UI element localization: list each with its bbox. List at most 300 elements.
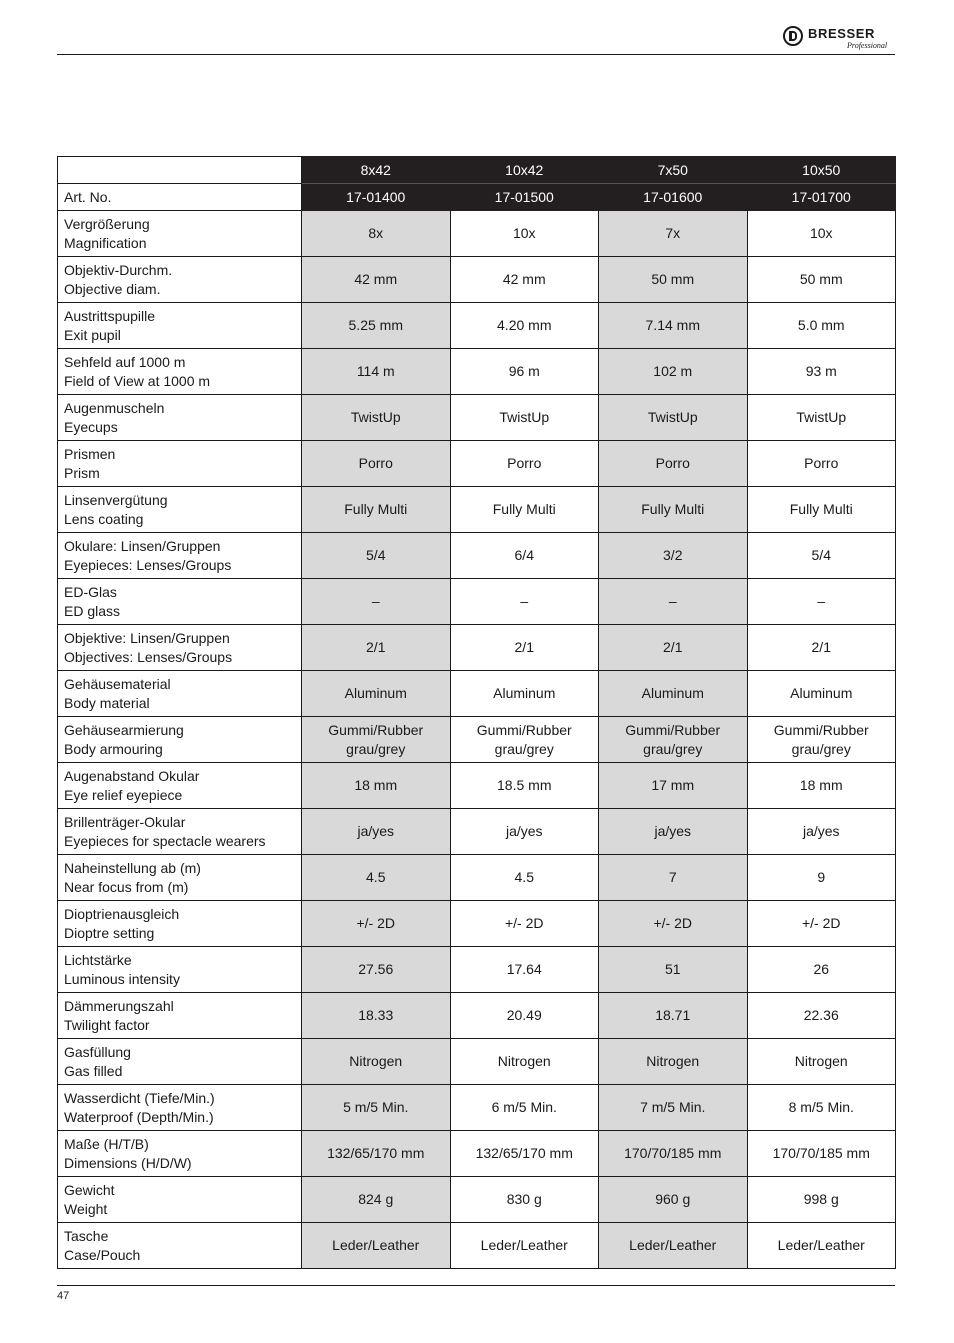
spec-value-text: 27.56: [358, 961, 394, 978]
spec-label-cell: [58, 487, 302, 533]
spec-label-en: Weight: [64, 1200, 108, 1217]
spec-value-cell: [450, 993, 599, 1039]
spec-value-text: +/- 2D: [653, 915, 692, 932]
spec-value-cell: [450, 395, 599, 441]
spec-value-text: ja/yes: [802, 823, 840, 840]
spec-value-text: Fully Multi: [492, 501, 556, 518]
spec-label-cell: [58, 1131, 302, 1177]
spec-label-de: Gehäusematerial: [64, 676, 171, 692]
spec-label-cell: [58, 257, 302, 303]
spec-value-cell: [599, 1039, 748, 1085]
spec-label-de: Prismen: [64, 446, 116, 462]
spec-value-cell: [302, 487, 451, 533]
spec-value-cell: [747, 395, 896, 441]
spec-label-cell: [58, 901, 302, 947]
spec-value-text: Fully Multi: [641, 501, 705, 518]
spec-label-cell: [58, 763, 302, 809]
spec-value-cell: [747, 809, 896, 855]
spec-value-text: 93 m: [805, 363, 837, 380]
spec-value-text: 4.5: [514, 869, 534, 886]
spec-value-cell: [599, 671, 748, 717]
spec-value-cell: [450, 671, 599, 717]
spec-value-cell: [302, 763, 451, 809]
spec-value-text: 132/65/170 mm: [327, 1145, 425, 1162]
spec-value-text: grau/grey: [791, 740, 851, 757]
spec-value-text: Nitrogen: [497, 1053, 551, 1070]
spec-value-text: Leder/Leather: [332, 1237, 420, 1254]
spec-value-cell: [302, 1085, 451, 1131]
spec-value-cell: [747, 579, 896, 625]
spec-value-cell: [599, 211, 748, 257]
spec-row: [58, 441, 896, 487]
spec-value-text: TwistUp: [796, 409, 847, 426]
header-corner-cell: [58, 157, 302, 184]
spec-value-text: Aluminum: [641, 685, 704, 702]
spec-value-text: TwistUp: [499, 409, 550, 426]
spec-value-cell: [599, 1085, 748, 1131]
spec-value-cell: [450, 901, 599, 947]
spec-value-cell: [747, 441, 896, 487]
spec-row: [58, 303, 896, 349]
spec-value-text: Gummi/Rubber: [773, 722, 869, 738]
spec-value-cell: [450, 211, 599, 257]
spec-row: [58, 809, 896, 855]
spec-value-cell: [747, 1039, 896, 1085]
spec-value-cell: [599, 947, 748, 993]
spec-value-text: 18.33: [358, 1007, 394, 1024]
spec-label-en: Twilight factor: [64, 1016, 150, 1033]
spec-label-de: Dioptrienausgleich: [64, 906, 180, 922]
spec-value-cell: [747, 1085, 896, 1131]
spec-label-de: Objektiv-Durchm.: [64, 262, 173, 278]
spec-label-cell: [58, 947, 302, 993]
spec-value-cell: [599, 579, 748, 625]
spec-value-text: 20.49: [506, 1007, 542, 1024]
spec-value-text: 2/1: [514, 639, 534, 656]
spec-label-en: Magnification: [64, 234, 147, 251]
spec-value-text: Aluminum: [790, 685, 853, 702]
spec-value-text: 960 g: [655, 1191, 691, 1208]
spec-value-text: 18.71: [655, 1007, 691, 1024]
spec-label-cell: [58, 1039, 302, 1085]
spec-label-cell: [58, 1177, 302, 1223]
spec-label-cell: [58, 717, 302, 763]
spec-value-text: 8 m/5 Min.: [788, 1099, 854, 1116]
artno-row: [58, 184, 896, 211]
spec-value-text: Gummi/Rubber: [476, 722, 572, 738]
spec-row: [58, 901, 896, 947]
spec-label-de: Brillenträger-Okular: [64, 814, 186, 830]
spec-value-text: 50 mm: [651, 271, 695, 288]
spec-value-cell: [747, 855, 896, 901]
spec-value-cell: [747, 993, 896, 1039]
spec-label-de: ED-Glas: [64, 584, 117, 600]
artno-cell: 17-01400: [302, 184, 451, 211]
spec-value-text: Fully Multi: [789, 501, 853, 518]
spec-value-cell: [747, 1177, 896, 1223]
spec-value-text: ja/yes: [357, 823, 395, 840]
spec-value-text: –: [371, 593, 380, 610]
spec-label-de: Gasfüllung: [64, 1044, 131, 1060]
spec-value-text: –: [817, 593, 826, 610]
spec-value-text: 7.14 mm: [645, 317, 700, 334]
spec-value-cell: [599, 349, 748, 395]
spec-value-cell: [599, 303, 748, 349]
spec-value-cell: [599, 441, 748, 487]
spec-value-text: 2/1: [663, 639, 683, 656]
spec-value-cell: [599, 717, 748, 763]
spec-value-text: Fully Multi: [344, 501, 408, 518]
spec-row: [58, 1039, 896, 1085]
spec-row: [58, 717, 896, 763]
spec-row: [58, 1131, 896, 1177]
spec-value-cell: [747, 257, 896, 303]
spec-value-text: 824 g: [358, 1191, 394, 1208]
spec-value-cell: [450, 257, 599, 303]
spec-value-text: –: [520, 593, 529, 610]
spec-row: [58, 487, 896, 533]
spec-label-en: Near focus from (m): [64, 878, 189, 895]
spec-value-text: 5 m/5 Min.: [343, 1099, 409, 1116]
spec-value-cell: [450, 441, 599, 487]
spec-value-cell: [302, 993, 451, 1039]
spec-row: [58, 993, 896, 1039]
spec-value-text: Leder/Leather: [777, 1237, 865, 1254]
spec-value-cell: [302, 901, 451, 947]
spec-value-cell: [450, 1131, 599, 1177]
spec-label-en: ED glass: [64, 602, 121, 619]
spec-table: [57, 156, 896, 1269]
spec-value-cell: [302, 1039, 451, 1085]
spec-label-en: Objective diam.: [64, 280, 161, 297]
model-header-cell: 8x42: [302, 157, 451, 184]
spec-label-cell: [58, 395, 302, 441]
spec-label-de: Augenabstand Okular: [64, 768, 200, 784]
spec-value-cell: [599, 1223, 748, 1269]
spec-label-en: Exit pupil: [64, 326, 121, 343]
spec-value-text: 42 mm: [502, 271, 546, 288]
spec-label-de: Maße (H/T/B): [64, 1136, 149, 1152]
spec-value-cell: [302, 625, 451, 671]
spec-value-cell: [450, 809, 599, 855]
spec-value-cell: [747, 947, 896, 993]
spec-value-cell: [450, 1223, 599, 1269]
spec-label-en: Gas filled: [64, 1062, 123, 1079]
header-divider: [57, 54, 895, 55]
spec-value-cell: [302, 717, 451, 763]
spec-row: [58, 763, 896, 809]
spec-value-text: 17.64: [506, 961, 542, 978]
spec-value-cell: [302, 303, 451, 349]
artno-cell: 17-01600: [599, 184, 748, 211]
spec-value-cell: [747, 671, 896, 717]
spec-label-en: Eyepieces: Lenses/Groups: [64, 556, 232, 573]
spec-row: [58, 349, 896, 395]
spec-value-text: 5/4: [366, 547, 386, 564]
spec-value-cell: [599, 993, 748, 1039]
spec-value-text: Porro: [358, 455, 393, 472]
spec-value-cell: [599, 809, 748, 855]
artno-label: Art. No.: [58, 184, 302, 211]
model-header-cell: 7x50: [599, 157, 748, 184]
page-number: 47: [57, 1290, 70, 1302]
spec-value-text: ja/yes: [505, 823, 543, 840]
spec-value-cell: [599, 533, 748, 579]
spec-value-cell: [599, 257, 748, 303]
spec-value-cell: [747, 487, 896, 533]
spec-label-en: Case/Pouch: [64, 1246, 141, 1263]
spec-value-text: 132/65/170 mm: [475, 1145, 573, 1162]
spec-value-text: 7 m/5 Min.: [640, 1099, 706, 1116]
spec-label-de: Gewicht: [64, 1182, 115, 1198]
spec-value-cell: [599, 1131, 748, 1177]
spec-value-text: 10x: [809, 225, 833, 242]
spec-value-cell: [599, 901, 748, 947]
spec-label-de: Objektive: Linsen/Gruppen: [64, 630, 230, 646]
spec-label-cell: [58, 211, 302, 257]
spec-value-text: Porro: [804, 455, 839, 472]
spec-value-text: 170/70/185 mm: [624, 1145, 722, 1162]
spec-label-en: Waterproof (Depth/Min.): [64, 1108, 214, 1125]
spec-label-en: Eyepieces for spectacle wearers: [64, 832, 266, 849]
spec-label-cell: [58, 349, 302, 395]
spec-row: [58, 855, 896, 901]
spec-label-de: Augenmuscheln: [64, 400, 165, 416]
spec-value-cell: [450, 763, 599, 809]
spec-label-cell: [58, 855, 302, 901]
spec-row: [58, 533, 896, 579]
spec-value-cell: [302, 579, 451, 625]
spec-label-de: Tasche: [64, 1228, 109, 1244]
spec-value-cell: [747, 533, 896, 579]
spec-row: [58, 1177, 896, 1223]
spec-label-en: Dimensions (H/D/W): [64, 1154, 192, 1171]
spec-value-text: 8x: [368, 225, 384, 242]
spec-value-cell: [450, 303, 599, 349]
spec-label-en: Prism: [64, 464, 100, 481]
spec-value-text: 18 mm: [799, 777, 843, 794]
spec-row: [58, 1223, 896, 1269]
spec-value-text: 114 m: [356, 363, 395, 380]
spec-value-text: Gummi/Rubber: [328, 722, 424, 738]
spec-value-cell: [450, 349, 599, 395]
spec-value-text: 102 m: [653, 363, 693, 380]
spec-label-cell: [58, 1085, 302, 1131]
spec-value-text: 42 mm: [354, 271, 398, 288]
spec-value-cell: [747, 303, 896, 349]
spec-value-text: 17 mm: [651, 777, 695, 794]
spec-label-de: Okulare: Linsen/Gruppen: [64, 538, 221, 554]
spec-value-cell: [450, 1085, 599, 1131]
logo-mark-icon: [783, 26, 803, 46]
spec-value-cell: [599, 395, 748, 441]
spec-value-text: 50 mm: [799, 271, 843, 288]
spec-label-cell: [58, 303, 302, 349]
spec-value-text: 18.5 mm: [497, 777, 552, 794]
spec-value-text: grau/grey: [346, 740, 406, 757]
spec-value-cell: [450, 947, 599, 993]
spec-value-text: Leder/Leather: [480, 1237, 568, 1254]
spec-value-cell: [302, 1131, 451, 1177]
spec-value-cell: [450, 717, 599, 763]
spec-row: [58, 1085, 896, 1131]
spec-value-text: 26: [813, 961, 830, 978]
spec-value-cell: [302, 349, 451, 395]
spec-value-cell: [302, 809, 451, 855]
spec-value-text: 2/1: [811, 639, 831, 656]
artno-cell: 17-01500: [450, 184, 599, 211]
spec-value-cell: [599, 625, 748, 671]
spec-value-cell: [450, 1039, 599, 1085]
spec-value-text: 3/2: [663, 547, 683, 564]
spec-row: [58, 257, 896, 303]
spec-value-cell: [302, 441, 451, 487]
spec-value-cell: [599, 487, 748, 533]
spec-label-en: Field of View at 1000 m: [64, 372, 211, 389]
model-header-cell: 10x50: [747, 157, 896, 184]
spec-value-cell: [747, 625, 896, 671]
spec-value-text: TwistUp: [350, 409, 401, 426]
spec-value-text: 6 m/5 Min.: [491, 1099, 557, 1116]
spec-label-de: Austrittspupille: [64, 308, 156, 324]
spec-value-text: Aluminum: [493, 685, 556, 702]
spec-label-de: Dämmerungszahl: [64, 998, 174, 1014]
spec-value-text: 18 mm: [354, 777, 398, 794]
spec-value-text: –: [668, 593, 677, 610]
spec-value-text: Nitrogen: [794, 1053, 848, 1070]
spec-label-cell: [58, 441, 302, 487]
spec-value-text: 830 g: [506, 1191, 542, 1208]
spec-value-text: grau/grey: [494, 740, 554, 757]
spec-label-cell: [58, 625, 302, 671]
spec-value-text: 5/4: [811, 547, 831, 564]
spec-value-text: grau/grey: [643, 740, 703, 757]
spec-value-cell: [302, 257, 451, 303]
spec-value-text: 5.0 mm: [797, 317, 845, 334]
spec-value-text: ja/yes: [654, 823, 692, 840]
spec-value-cell: [450, 579, 599, 625]
spec-label-de: Sehfeld auf 1000 m: [64, 354, 186, 370]
spec-label-en: Body armouring: [64, 740, 163, 757]
spec-value-cell: [450, 625, 599, 671]
spec-value-text: Gummi/Rubber: [625, 722, 721, 738]
spec-row: [58, 671, 896, 717]
spec-label-en: Objectives: Lenses/Groups: [64, 648, 233, 665]
logo-brand-text: BRESSER: [808, 26, 876, 41]
spec-value-cell: [747, 763, 896, 809]
spec-value-text: Porro: [655, 455, 690, 472]
spec-value-cell: [302, 1223, 451, 1269]
artno-cell: 17-01700: [747, 184, 896, 211]
spec-value-cell: [302, 533, 451, 579]
spec-value-text: +/- 2D: [356, 915, 395, 932]
spec-label-de: Wasserdicht (Tiefe/Min.): [64, 1090, 215, 1106]
spec-value-cell: [747, 901, 896, 947]
spec-value-cell: [599, 855, 748, 901]
spec-value-text: Nitrogen: [349, 1053, 403, 1070]
spec-label-cell: [58, 1223, 302, 1269]
spec-value-text: 2/1: [366, 639, 386, 656]
spec-value-text: 10x: [512, 225, 536, 242]
spec-label-de: Linsenvergütung: [64, 492, 168, 508]
spec-value-cell: [747, 1223, 896, 1269]
spec-value-text: 9: [817, 869, 826, 886]
spec-value-text: +/- 2D: [801, 915, 841, 932]
spec-label-cell: [58, 579, 302, 625]
spec-label-cell: [58, 671, 302, 717]
spec-label-en: Dioptre setting: [64, 924, 155, 941]
spec-value-cell: [302, 395, 451, 441]
spec-label-en: Eye relief eyepiece: [64, 786, 183, 803]
spec-value-text: Leder/Leather: [629, 1237, 717, 1254]
spec-row: [58, 211, 896, 257]
spec-value-text: 5.25 mm: [348, 317, 403, 334]
spec-value-text: 51: [664, 961, 681, 978]
spec-label-en: Luminous intensity: [64, 970, 180, 987]
spec-value-text: 998 g: [803, 1191, 839, 1208]
spec-label-de: Lichtstärke: [64, 952, 132, 968]
spec-row: [58, 395, 896, 441]
spec-value-text: 7x: [665, 225, 681, 242]
spec-value-text: 96 m: [508, 363, 540, 380]
spec-value-text: 4.20 mm: [497, 317, 552, 334]
spec-value-text: +/- 2D: [504, 915, 544, 932]
spec-label-en: Lens coating: [64, 510, 144, 527]
spec-row: [58, 947, 896, 993]
model-header-row: [58, 157, 896, 184]
spec-value-cell: [747, 349, 896, 395]
spec-value-cell: [747, 717, 896, 763]
spec-value-cell: [599, 763, 748, 809]
spec-value-text: 7: [668, 869, 677, 886]
spec-value-text: 22.36: [803, 1007, 839, 1024]
spec-value-cell: [302, 855, 451, 901]
spec-label-cell: [58, 993, 302, 1039]
footer-divider: [57, 1285, 895, 1286]
spec-value-cell: [302, 671, 451, 717]
logo-sub-text: Professional: [847, 41, 888, 50]
spec-label-de: Vergrößerung: [64, 216, 150, 232]
spec-value-text: Aluminum: [344, 685, 407, 702]
spec-label-en: Eyecups: [64, 418, 118, 435]
spec-value-text: Nitrogen: [646, 1053, 700, 1070]
spec-value-cell: [450, 533, 599, 579]
spec-value-cell: [450, 1177, 599, 1223]
spec-value-cell: [450, 487, 599, 533]
spec-label-cell: [58, 533, 302, 579]
spec-value-text: 170/70/185 mm: [772, 1145, 870, 1162]
spec-value-text: TwistUp: [647, 409, 698, 426]
spec-label-de: Naheinstellung ab (m): [64, 860, 201, 876]
spec-row: [58, 625, 896, 671]
spec-label-de: Gehäusearmierung: [64, 722, 184, 738]
spec-row: [58, 579, 896, 625]
spec-value-text: 4.5: [366, 869, 386, 886]
spec-value-cell: [747, 211, 896, 257]
spec-label-cell: [58, 809, 302, 855]
spec-value-cell: [302, 947, 451, 993]
spec-value-text: Porro: [507, 455, 542, 472]
spec-value-cell: [450, 855, 599, 901]
brand-logo: [783, 25, 898, 53]
spec-value-cell: [302, 1177, 451, 1223]
spec-value-text: 6/4: [514, 547, 534, 564]
spec-label-en: Body material: [64, 694, 150, 711]
spec-value-cell: [599, 1177, 748, 1223]
model-header-cell: 10x42: [450, 157, 599, 184]
spec-value-cell: [302, 211, 451, 257]
spec-value-cell: [747, 1131, 896, 1177]
